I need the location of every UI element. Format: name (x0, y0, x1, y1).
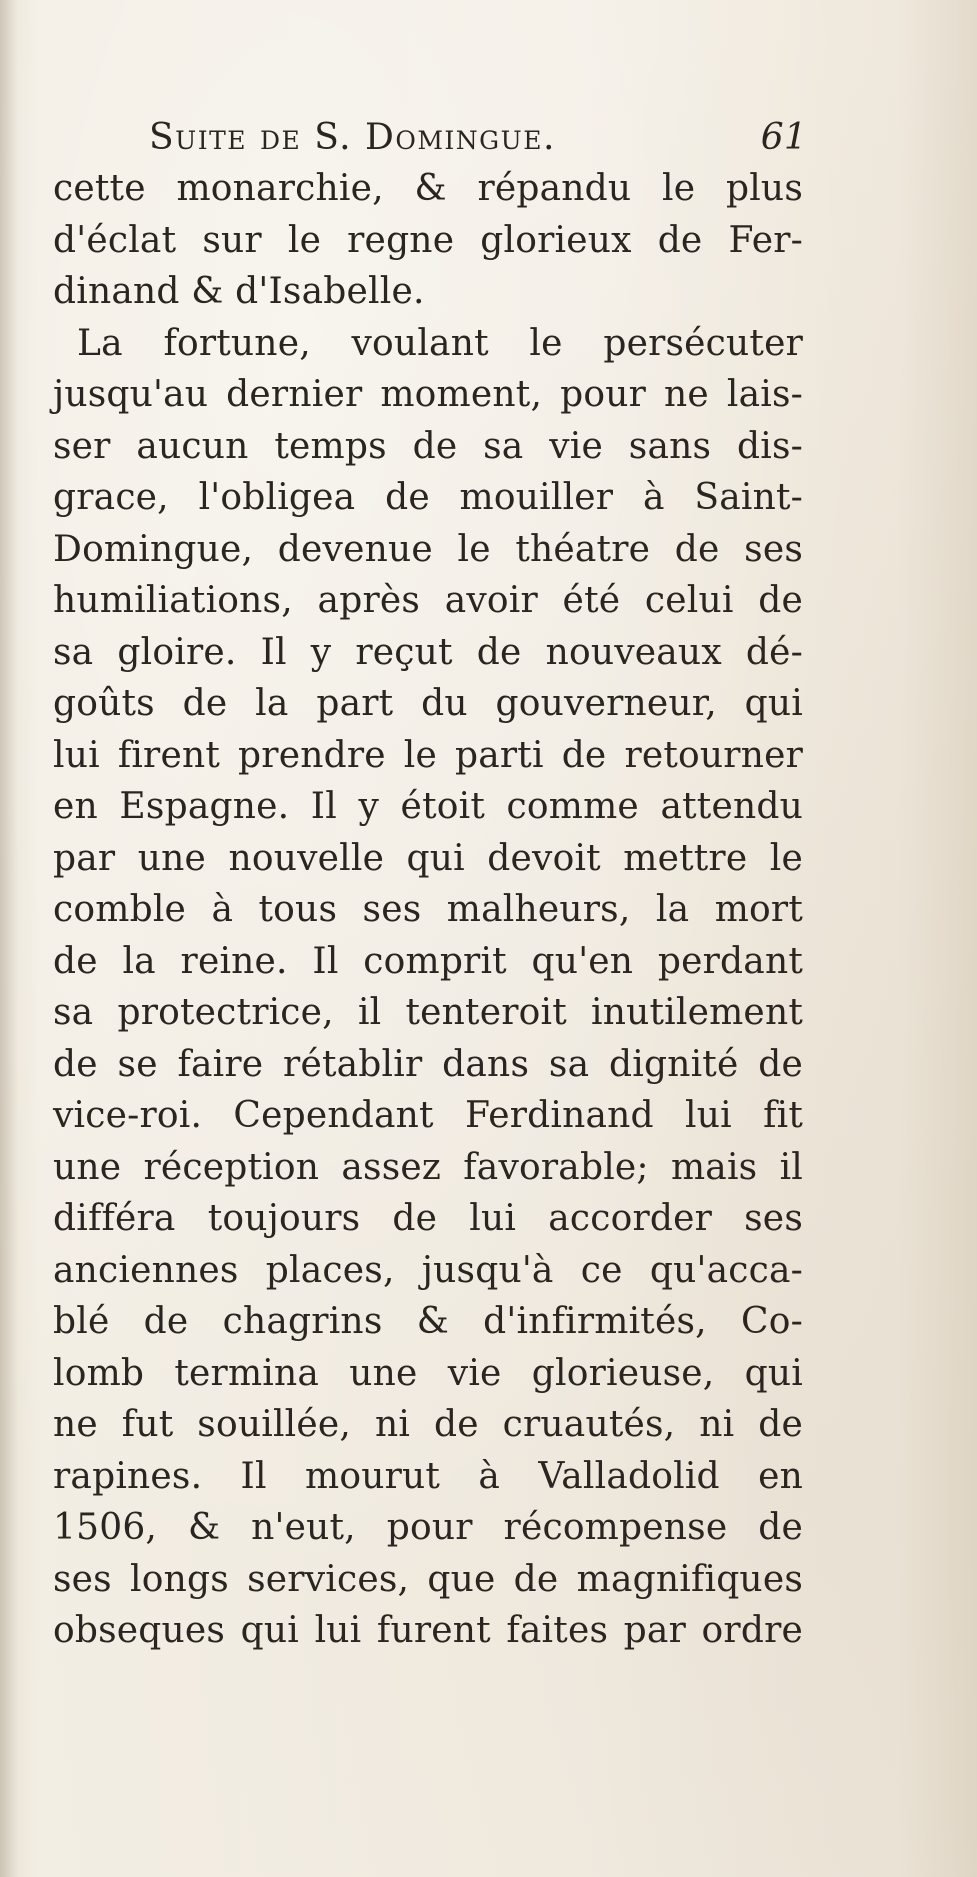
text-line: en Espagne. Il y étoit comme attendu (53, 786, 803, 827)
text-line: ne fut souillée, ni de cruautés, ni de (53, 1404, 803, 1445)
page-number: 61 (760, 117, 807, 158)
text-line: d'éclat sur le regne glorieux de Fer- (53, 219, 803, 261)
text-line: grace, l'obligea de mouiller à Saint- (53, 477, 803, 518)
text-line: lui firent prendre le parti de retourner (53, 734, 803, 776)
text-line: de la reine. Il comprit qu'en perdant (53, 940, 803, 982)
text-line: anciennes places, jusqu'à ce qu'acca- (53, 1249, 803, 1291)
text-line: de se faire rétablir dans sa dignité de (53, 1043, 803, 1085)
text-line: blé de chagrins & d'infirmités, Co- (53, 1301, 803, 1342)
text-line: ser aucun temps de sa vie sans dis- (53, 425, 803, 467)
running-title: Suite de S. Domingue. (149, 117, 556, 158)
page-header (53, 112, 807, 163)
text-line: Domingue, devenue le théatre de ses (53, 528, 803, 570)
text-line: vice-roi. Cependant Ferdinand lui fit (53, 1095, 803, 1136)
text-line: comble à tous ses malheurs, la mort (53, 889, 803, 930)
text-line: ses longs services, que de magnifiques (53, 1558, 803, 1600)
text-line: 1506, & n'eut, pour récompense de (53, 1507, 803, 1548)
spine-shadow (0, 0, 18, 1877)
text-line: rapines. Il mourut à Valladolid en (53, 1455, 803, 1497)
text-line: obseques qui lui furent faites par ordre (53, 1610, 803, 1651)
text-line: sa protectrice, il tenteroit inutilement (53, 992, 803, 1033)
text-line: jusqu'au dernier moment, pour ne lais- (53, 374, 803, 415)
text-block (53, 112, 807, 1657)
text-line: cette monarchie, & répandu le plus (53, 168, 803, 209)
text-line: goûts de la part du gouverneur, qui (53, 683, 803, 724)
text-line: La fortune, voulant le persécuter (77, 322, 803, 364)
text-line: une réception assez favorable; mais il (53, 1146, 803, 1188)
text-line: par une nouvelle qui devoit mettre le (53, 837, 803, 879)
text-line: dinand & d'Isabelle. (53, 271, 425, 312)
text-line: sa gloire. Il y reçut de nouveaux dé- (53, 631, 803, 673)
text-line: lomb termina une vie glorieuse, qui (53, 1352, 803, 1394)
text-line: humiliations, après avoir été celui de (53, 580, 803, 621)
text-line: différa toujours de lui accorder ses (53, 1198, 803, 1239)
